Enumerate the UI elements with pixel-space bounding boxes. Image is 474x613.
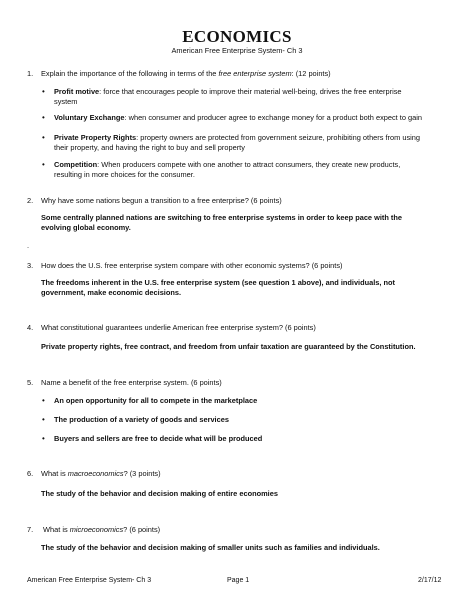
- question-4: 4. What constitutional guarantees underlie American free enterprise system? (6 points): [27, 323, 316, 332]
- question-3: 3. How does the U.S. free enterprise system compare with other economic systems? (6 points): [27, 261, 343, 270]
- stray-dot: .: [27, 241, 30, 250]
- footer-left: American Free Enterprise System- Ch 3: [27, 577, 152, 584]
- question-7: 7. What is microeconomics? (6 points): [27, 525, 161, 534]
- bullet-icon: •: [42, 415, 45, 424]
- q1-bullet-voluntary-exchange: Voluntary Exchange: when consumer and producer agree to exchange money for a product both expect to gain: [54, 113, 422, 122]
- answer-3: The freedoms inherent in the U.S. free enterprise system (see question 1 above), and individuals, not government, make economic decisions.: [41, 278, 396, 297]
- answer-2: Some centrally planned nations are switching to free enterprise systems in order to keep pace with the evolving global economy.: [41, 213, 403, 232]
- answer-6: The study of the behavior and decision making of entire economies: [41, 489, 278, 498]
- q5-bullet: An open opportunity for all to compete in the marketplace: [54, 396, 258, 405]
- bullet-icon: •: [42, 160, 45, 169]
- question-number: 5.: [27, 378, 34, 387]
- footer-date: 2/17/12: [418, 577, 442, 584]
- page-subtitle: American Free Enterprise System- Ch 3: [171, 46, 303, 55]
- question-number: 3.: [27, 261, 34, 270]
- answer-4: Private property rights, free contract, and freedom from unfair taxation are guaranteed by the Constitution.: [41, 342, 416, 351]
- bullet-icon: •: [42, 434, 45, 443]
- q1-bullet-competition: Competition: When producers compete with one another to attract consumers, they create new products, resulting in more choices for the consumer.: [54, 160, 401, 179]
- bullet-icon: •: [42, 396, 45, 405]
- question-2: 2. Why have some nations begun a transition to a free enterprise? (6 points): [27, 196, 282, 205]
- question-number: 6.: [27, 469, 34, 478]
- question-6: 6. What is macroeconomics? (3 points): [27, 469, 161, 478]
- question-number: 2.: [27, 196, 34, 205]
- question-number: 1.: [27, 69, 34, 78]
- q1-bullet-profit-motive: Profit motive: force that encourages people to improve their material well-being, drives the free enterprise system: [54, 87, 402, 106]
- footer-page-number: Page 1: [227, 577, 250, 584]
- question-5: 5. Name a benefit of the free enterprise system. (6 points): [27, 378, 222, 387]
- bullet-icon: •: [42, 113, 45, 122]
- q1-bullet-private-property: Private Property Rights: property owners are protected from government seizure, prohibiting others from using their property, and having the right to buy and sell property: [54, 133, 421, 152]
- question-number: 4.: [27, 323, 34, 332]
- page-title: ECONOMICS: [182, 27, 292, 46]
- bullet-icon: •: [42, 87, 45, 96]
- answer-7: The study of the behavior and decision making of smaller units such as families and individuals.: [41, 543, 380, 552]
- q5-bullet: The production of a variety of goods and services: [54, 415, 229, 424]
- question-1: 1. Explain the importance of the following in terms of the free enterprise system: (12 points): [27, 69, 331, 78]
- bullet-icon: •: [42, 133, 45, 142]
- q5-bullet: Buyers and sellers are free to decide what will be produced: [54, 434, 263, 443]
- question-number: 7.: [27, 525, 34, 534]
